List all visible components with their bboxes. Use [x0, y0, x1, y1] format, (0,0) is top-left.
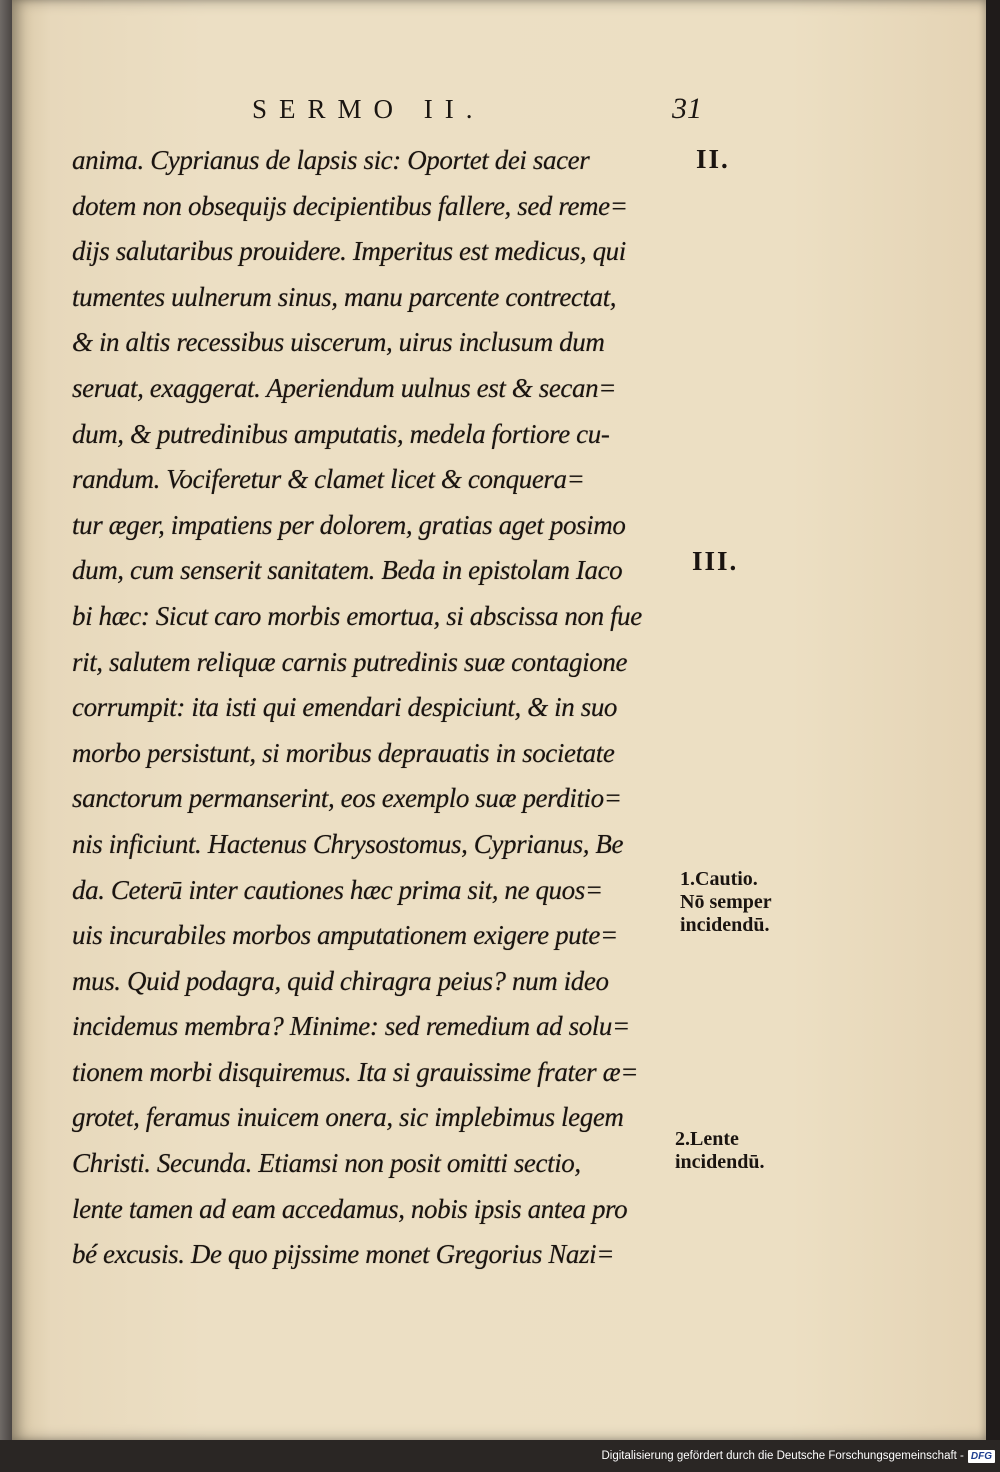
text-line: bi hæc: Sicut caro morbis emortua, si abscissa non fue	[72, 600, 642, 631]
text-line: anima. Cyprianus de lapsis sic: Oportet dei sacer	[72, 145, 590, 175]
margin-note-line: incidendū.	[680, 914, 770, 936]
margin-note-line: 2.Lente	[675, 1128, 739, 1150]
text-line: randum. Vociferetur & clamet licet & conquera=	[72, 464, 585, 495]
dfg-logo: DFG	[968, 1450, 995, 1463]
text-line: lente tamen ad eam accedamus, nobis ipsis antea pro	[72, 1193, 628, 1224]
text-line: dum, cum senserit sanitatem. Beda in epistolam Iaco	[72, 555, 623, 586]
digitization-credit	[600, 1446, 995, 1466]
text-line: mus. Quid podagra, quid chiragra peius? num ideo	[72, 965, 609, 996]
text-line: bé excusis. De quo pijssime monet Gregorius Nazi=	[72, 1239, 615, 1270]
page-header	[252, 86, 712, 136]
text-line: tur æger, impatiens per dolorem, gratias aget posimo	[72, 509, 626, 540]
page-number: 31	[672, 92, 702, 125]
margin-note-section-2: II.	[696, 144, 730, 174]
text-line: uis incurabiles morbos amputationem exigere pute=	[72, 920, 618, 951]
text-line: nis inficiunt. Hactenus Chrysostomus, Cyprianus, Be	[72, 828, 624, 859]
credit-text: Digitalisierung gefördert durch die Deutsche Forschungsgemeinschaft -	[601, 1450, 964, 1462]
margin-note-section-3: III.	[692, 546, 739, 576]
margin-note-cautio-2	[675, 1128, 764, 1174]
text-line: dijs salutaribus prouidere. Imperitus est medicus, qui	[72, 236, 626, 267]
body-text	[72, 138, 707, 1278]
scan-border-left	[0, 0, 12, 1440]
text-line: Christi. Secunda. Etiamsi non posit omitti sectio,	[72, 1148, 581, 1179]
text-line: seruat, exaggerat. Aperiendum uulnus est & secan=	[72, 372, 617, 403]
margin-note-line: Nō semper	[680, 891, 772, 913]
margin-note-line: incidendū.	[675, 1151, 765, 1173]
text-line: dotem non obsequijs decipientibus fallere, sed reme=	[72, 190, 628, 221]
text-line: incidemus membra? Minime: sed remedium ad solu=	[72, 1011, 630, 1042]
text-line: tionem morbi disquiremus. Ita si grauissime frater æ=	[72, 1056, 639, 1087]
margin-note-cautio-1	[680, 868, 772, 937]
text-line: grotet, feramus inuicem onera, sic implebimus legem	[72, 1102, 624, 1133]
text-line: sanctorum permanserint, eos exemplo suæ perditio=	[72, 783, 622, 814]
text-line: da. Ceterū inter cautiones hæc prima sit, ne quos=	[72, 874, 603, 905]
margin-note-line: 1.Cautio.	[680, 868, 758, 890]
text-line: & in altis recessibus uiscerum, uirus inclusum dum	[72, 327, 605, 358]
text-line: tumentes uulnerum sinus, manu parcente contrectat,	[72, 281, 617, 312]
text-line: dum, & putredinibus amputatis, medela fortiore cu-	[72, 418, 610, 449]
running-title: SERMO II.	[252, 94, 485, 124]
text-line: corrumpit: ita isti qui emendari despiciunt, & in suo	[72, 692, 618, 723]
book-page	[12, 0, 986, 1440]
text-line: morbo persistunt, si moribus deprauatis in societate	[72, 737, 615, 768]
scan-border-right	[986, 0, 1000, 1440]
text-line: rit, salutem reliquæ carnis putredinis suæ contagione	[72, 646, 628, 677]
